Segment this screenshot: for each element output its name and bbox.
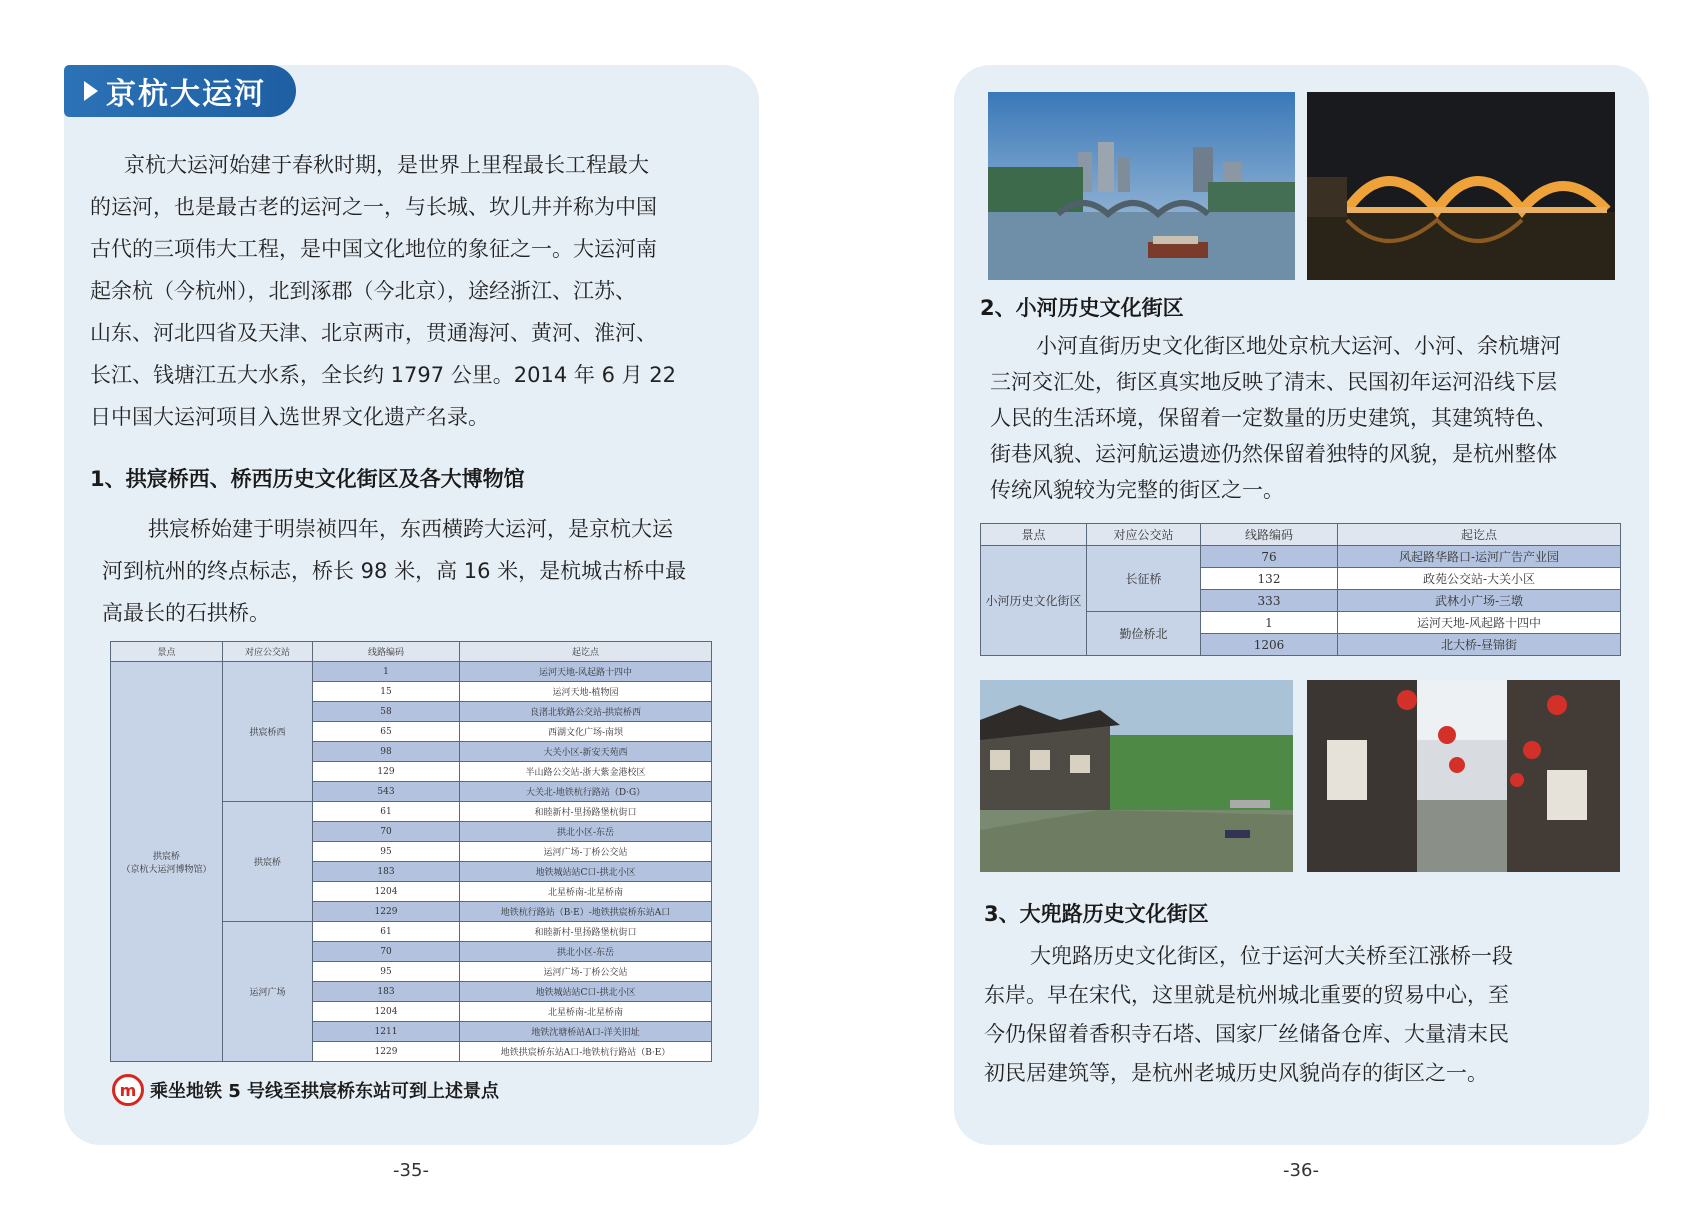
table-row bbox=[111, 662, 712, 682]
code-cell: 333 bbox=[1201, 590, 1338, 612]
page-number: -35- bbox=[393, 1160, 429, 1181]
canal-bridge-night-photo bbox=[1307, 92, 1615, 280]
spot-cell: 拱宸桥 （京杭大运河博物馆） bbox=[111, 662, 223, 1062]
stop-cell: 拱宸桥西 bbox=[223, 662, 313, 802]
stop-cell: 运河广场 bbox=[223, 922, 313, 1062]
code-cell: 183 bbox=[313, 982, 460, 1002]
section-title-tab bbox=[64, 65, 296, 117]
col-header-code: 线路编码 bbox=[313, 642, 460, 662]
stop-cell: 长征桥 bbox=[1087, 546, 1201, 612]
route-cell: 武林小广场-三墩 bbox=[1338, 590, 1621, 612]
section-2-line: 小河直街历史文化街区地处京杭大运河、小河、余杭塘河 bbox=[1036, 334, 1561, 358]
code-cell: 183 bbox=[313, 862, 460, 882]
metro-note bbox=[112, 1074, 499, 1106]
spot-cell: 小河历史文化街区 bbox=[981, 546, 1087, 656]
canal-bridge-day-photo bbox=[988, 92, 1295, 280]
code-cell: 1229 bbox=[313, 902, 460, 922]
code-cell: 132 bbox=[1201, 568, 1338, 590]
code-cell: 1204 bbox=[313, 1002, 460, 1022]
code-cell: 1 bbox=[313, 662, 460, 682]
route-cell: 地铁城站站C口-拱北小区 bbox=[460, 862, 712, 882]
code-cell: 129 bbox=[313, 762, 460, 782]
route-cell: 西湖文化广场-南坝 bbox=[460, 722, 712, 742]
route-cell: 地铁拱宸桥东站A口-地铁杭行路站（B·E） bbox=[460, 1042, 712, 1062]
route-cell: 拱北小区-东岳 bbox=[460, 822, 712, 842]
code-cell: 76 bbox=[1201, 546, 1338, 568]
route-cell: 北星桥南-北星桥南 bbox=[460, 882, 712, 902]
code-cell: 543 bbox=[313, 782, 460, 802]
route-cell: 运河天地-风起路十四中 bbox=[460, 662, 712, 682]
metro-note-text: 乘坐地铁 5 号线至拱宸桥东站可到上述景点 bbox=[150, 1081, 500, 1102]
stop-cell: 勤俭桥北 bbox=[1087, 612, 1201, 656]
section-3-heading: 3、大兜路历史文化街区 bbox=[984, 902, 1209, 926]
section-2-line: 传统风貌较为完整的街区之一。 bbox=[990, 478, 1284, 502]
table-row bbox=[981, 546, 1621, 568]
section-2-line: 人民的生活环境，保留着一定数量的历史建筑，其建筑特色、 bbox=[990, 406, 1557, 430]
col-header-stop: 对应公交站 bbox=[223, 642, 313, 662]
route-cell: 北星桥南-北星桥南 bbox=[460, 1002, 712, 1022]
col-header-spot: 景点 bbox=[111, 642, 223, 662]
section-1-line: 高最长的石拱桥。 bbox=[102, 601, 270, 625]
col-header-stop: 对应公交站 bbox=[1087, 524, 1201, 546]
route-cell: 和睦新村-里扬路堡杭街口 bbox=[460, 922, 712, 942]
canal-street-houses-photo bbox=[980, 680, 1293, 872]
code-cell: 70 bbox=[313, 822, 460, 842]
page-number: -36- bbox=[1283, 1160, 1319, 1181]
stop-cell: 拱宸桥 bbox=[223, 802, 313, 922]
route-cell: 地铁杭行路站（B·E）-地铁拱宸桥东站A口 bbox=[460, 902, 712, 922]
section-3-line: 大兜路历史文化街区，位于运河大关桥至江涨桥一段 bbox=[1030, 944, 1513, 968]
route-cell: 大关小区-新安天苑西 bbox=[460, 742, 712, 762]
section-3-line: 今仍保留着香积寺石塔、国家厂丝储备仓库、大量清末民 bbox=[984, 1022, 1509, 1046]
code-cell: 1229 bbox=[313, 1042, 460, 1062]
route-cell: 运河天地-风起路十四中 bbox=[1338, 612, 1621, 634]
intro-line: 山东、河北四省及天津、北京两市，贯通海河、黄河、淮河、 bbox=[90, 321, 657, 345]
code-cell: 98 bbox=[313, 742, 460, 762]
bus-route-table-gongchen bbox=[110, 641, 712, 1062]
route-cell: 运河广场-丁桥公交站 bbox=[460, 962, 712, 982]
route-cell: 地铁沈塘桥站A口-洋关旧址 bbox=[460, 1022, 712, 1042]
section-3-line: 初民居建筑等，是杭州老城历史风貌尚存的街区之一。 bbox=[984, 1061, 1488, 1085]
code-cell: 61 bbox=[313, 802, 460, 822]
section-1-heading: 1、拱宸桥西、桥西历史文化街区及各大博物馆 bbox=[90, 467, 525, 491]
page-title: 京杭大运河 bbox=[106, 77, 266, 112]
intro-line: 的运河，也是最古老的运河之一，与长城、坎儿井并称为中国 bbox=[90, 195, 657, 219]
col-header-route: 起讫点 bbox=[1338, 524, 1621, 546]
route-cell: 风起路华路口-运河广告产业园 bbox=[1338, 546, 1621, 568]
intro-line: 起余杭（今杭州），北到涿郡（今北京），途经浙江、江苏、 bbox=[90, 279, 636, 303]
intro-line: 京杭大运河始建于春秋时期，是世界上里程最长工程最大 bbox=[124, 153, 649, 177]
metro-logo-icon: m bbox=[112, 1074, 144, 1106]
code-cell: 1204 bbox=[313, 882, 460, 902]
route-cell: 运河天地-植物园 bbox=[460, 682, 712, 702]
section-2-line: 三河交汇处，街区真实地反映了清末、民国初年运河沿线下层 bbox=[990, 370, 1557, 394]
route-cell: 运河广场-丁桥公交站 bbox=[460, 842, 712, 862]
section-1-line: 拱宸桥始建于明崇祯四年，东西横跨大运河，是京杭大运 bbox=[148, 517, 673, 541]
route-cell: 拱北小区-东岳 bbox=[460, 942, 712, 962]
col-header-code: 线路编码 bbox=[1201, 524, 1338, 546]
code-cell: 95 bbox=[313, 842, 460, 862]
bus-route-table-xiaohe bbox=[980, 523, 1621, 656]
code-cell: 61 bbox=[313, 922, 460, 942]
old-street-lanterns-photo bbox=[1307, 680, 1620, 872]
code-cell: 15 bbox=[313, 682, 460, 702]
col-header-spot: 景点 bbox=[981, 524, 1087, 546]
section-1-line: 河到杭州的终点标志，桥长 98 米，高 16 米，是杭城古桥中最 bbox=[102, 559, 687, 583]
route-cell: 大关北-地铁杭行路站（D·G） bbox=[460, 782, 712, 802]
intro-line: 长江、钱塘江五大水系，全长约 1797 公里。2014 年 6 月 22 bbox=[90, 363, 677, 387]
section-3-line: 东岸。早在宋代，这里就是杭州城北重要的贸易中心，至 bbox=[984, 983, 1509, 1007]
intro-line: 日中国大运河项目入选世界文化遗产名录。 bbox=[90, 405, 489, 429]
play-triangle-icon bbox=[84, 81, 98, 101]
route-cell: 政苑公交站-大关小区 bbox=[1338, 568, 1621, 590]
route-cell: 和睦新村-里扬路堡杭街口 bbox=[460, 802, 712, 822]
code-cell: 1 bbox=[1201, 612, 1338, 634]
code-cell: 95 bbox=[313, 962, 460, 982]
code-cell: 65 bbox=[313, 722, 460, 742]
code-cell: 1211 bbox=[313, 1022, 460, 1042]
route-cell: 半山路公交站-浙大紫金港校区 bbox=[460, 762, 712, 782]
col-header-route: 起讫点 bbox=[460, 642, 712, 662]
code-cell: 70 bbox=[313, 942, 460, 962]
route-cell: 北大桥-昼锦街 bbox=[1338, 634, 1621, 656]
section-2-line: 街巷风貌、运河航运遗迹仍然保留着独特的风貌，是杭州整体 bbox=[990, 442, 1557, 466]
route-cell: 地铁城站站C口-拱北小区 bbox=[460, 982, 712, 1002]
intro-line: 古代的三项伟大工程，是中国文化地位的象征之一。大运河南 bbox=[90, 237, 657, 261]
code-cell: 1206 bbox=[1201, 634, 1338, 656]
route-cell: 良渚北软路公交站-拱宸桥西 bbox=[460, 702, 712, 722]
code-cell: 58 bbox=[313, 702, 460, 722]
section-2-heading: 2、小河历史文化街区 bbox=[980, 296, 1184, 320]
